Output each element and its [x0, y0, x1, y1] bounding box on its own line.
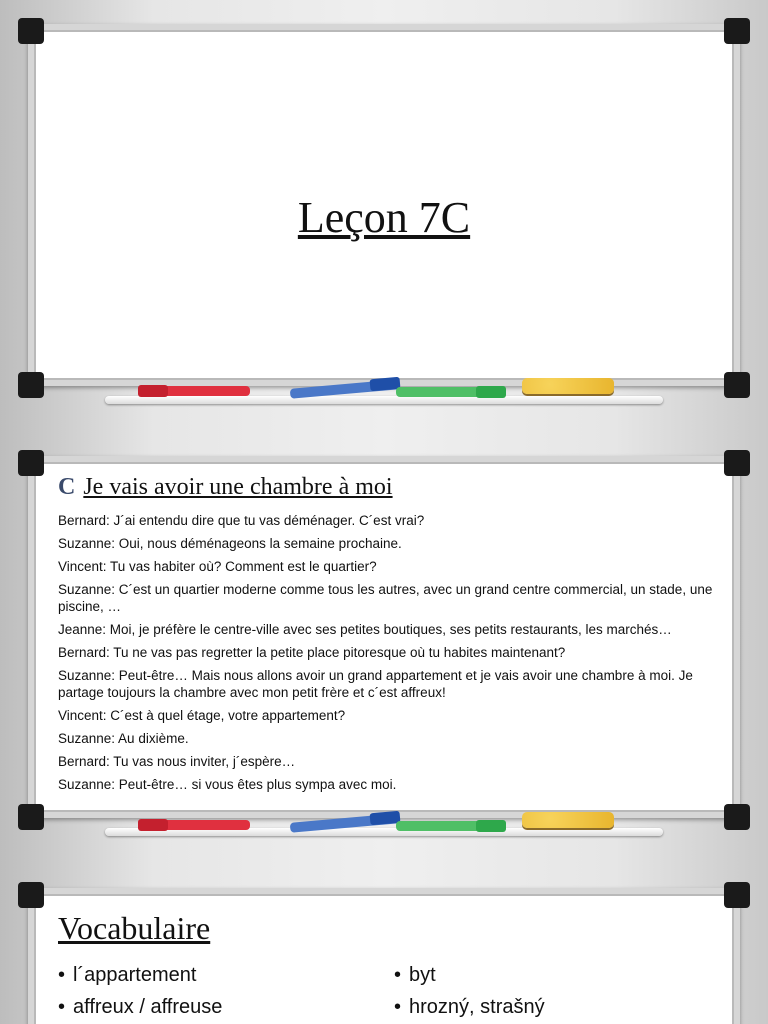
dialog-line: Suzanne: Oui, nous déménageons la semaine prochaine.	[58, 536, 402, 551]
dialog-line: Bernard: Tu ne vas pas regretter la petite place pitoresque où tu habites maintenant?	[58, 645, 566, 660]
green-marker-cap	[476, 386, 506, 398]
vocab-term: • l´appartement	[58, 964, 196, 987]
red-marker-cap	[138, 385, 168, 397]
dialog-line: Bernard: Tu vas nous inviter, j´espère…	[58, 754, 296, 769]
board-corner	[724, 372, 750, 398]
board-corner	[18, 450, 44, 476]
vocab-translation: • hrozný, strašný	[394, 996, 545, 1019]
board-corner	[724, 882, 750, 908]
dialog-line: Suzanne: C´est un quartier moderne comme tous les autres, avec un grand centre commercial, un stade, une piscine, …	[58, 582, 713, 614]
eraser-sponge	[522, 812, 614, 828]
red-marker-cap	[138, 819, 168, 831]
green-marker-cap	[476, 820, 506, 832]
board-corner	[724, 18, 750, 44]
board-corner	[18, 882, 44, 908]
dialog-line: Vincent: Tu vas habiter où? Comment est le quartier?	[58, 559, 377, 574]
dialog-line: Suzanne: Au dixième.	[58, 731, 189, 746]
vocabulary-title: Vocabulaire	[58, 910, 211, 946]
section-title: Je vais avoir une chambre à moi	[83, 474, 393, 500]
board-corner	[18, 804, 44, 830]
board-corner	[724, 804, 750, 830]
section-heading	[58, 474, 393, 501]
marker-tray	[105, 396, 663, 404]
board-corner	[18, 18, 44, 44]
vocab-term: • affreux / affreuse	[58, 996, 222, 1019]
dialog-line: Vincent: C´est à quel étage, votre appartement?	[58, 708, 346, 723]
eraser-sponge	[522, 378, 614, 394]
vocab-translation: • byt	[394, 964, 436, 987]
dialog-line: Suzanne: Peut-être… Mais nous allons avoir un grand appartement et je vais avoir une chambre à moi. Je partage toujours la chambre avec mon petit frère et c´est affreux!	[58, 668, 693, 700]
board-corner	[724, 450, 750, 476]
dialog-line: Jeanne: Moi, je préfère le centre-ville avec ses petites boutiques, ses petits restaurants, les marchés…	[58, 622, 672, 637]
board-corner	[18, 372, 44, 398]
slide-1	[0, 0, 768, 432]
section-letter: C	[58, 474, 76, 500]
slide-title: Leçon 7C	[297, 193, 471, 242]
dialogue	[58, 512, 718, 799]
dialog-line: Suzanne: Peut-être… si vous êtes plus sympa avec moi.	[58, 777, 397, 792]
dialog-line: Bernard: J´ai entendu dire que tu vas déménager. C´est vrai?	[58, 513, 425, 528]
